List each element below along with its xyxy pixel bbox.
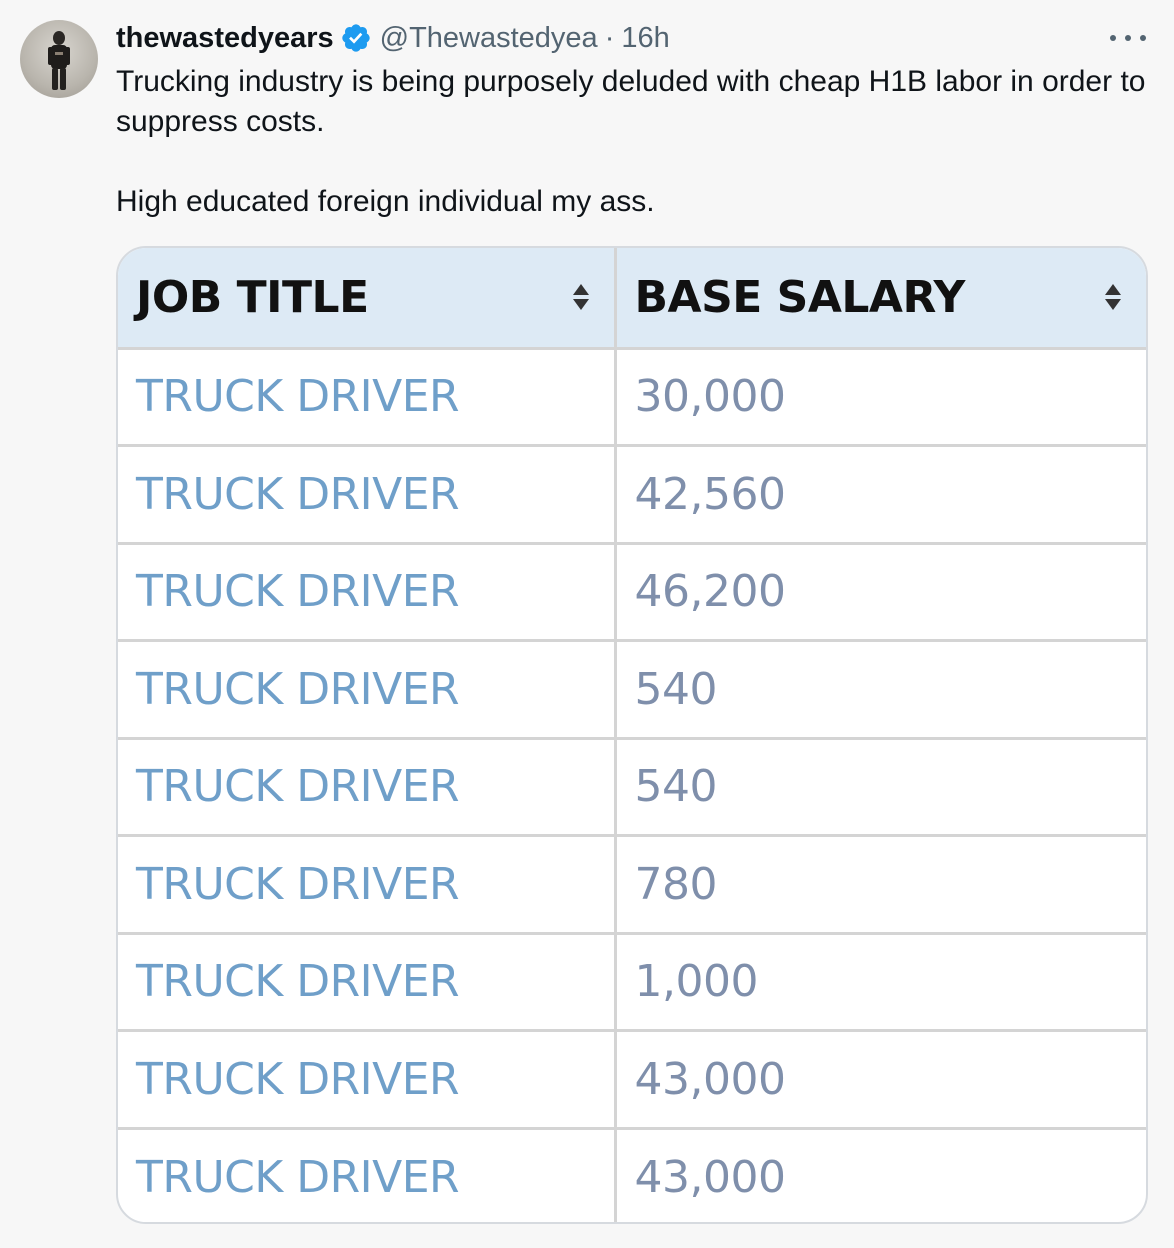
tweet-text [116,62,1156,222]
sort-arrows-icon [1102,281,1124,313]
salary-cell: 540 [615,641,1146,739]
table-row [118,836,1146,934]
job-title-cell: TRUCK DRIVER [118,738,615,836]
sort-arrows-icon [570,281,592,313]
salary-cell: 43,000 [615,1031,1146,1129]
column-header-label: JOB TITLE [136,271,369,323]
job-title-cell: TRUCK DRIVER [118,446,615,544]
table-row [118,738,1146,836]
job-title-cell: TRUCK DRIVER [118,348,615,446]
job-title-cell: TRUCK DRIVER [118,836,615,934]
verified-badge-icon [340,22,372,54]
salary-cell: 780 [615,836,1146,934]
table-row [118,348,1146,446]
table-row [118,543,1146,641]
avatar-person-image [20,20,98,98]
column-header-base-salary [615,248,1146,348]
avatar[interactable] [20,20,98,98]
handle[interactable]: @Thewastedyea [379,21,598,54]
column-header-job-title [118,248,615,348]
tweet-text-line: High educated foreign individual my ass. [116,185,655,218]
salary-cell: 1,000 [615,933,1146,1031]
job-title-cell: TRUCK DRIVER [118,543,615,641]
table-row [118,446,1146,544]
table-row [118,933,1146,1031]
table-row [118,641,1146,739]
salary-cell: 30,000 [615,348,1146,446]
salary-cell: 46,200 [615,543,1146,641]
column-header-label: BASE SALARY [634,271,965,323]
salary-cell: 540 [615,738,1146,836]
timestamp[interactable]: 16h [621,21,670,54]
tweet-header [116,18,670,58]
table-header-row [118,248,1146,348]
display-name[interactable]: thewastedyears [116,21,334,54]
salary-table [118,248,1146,1224]
job-title-cell: TRUCK DRIVER [118,1031,615,1129]
job-title-cell: TRUCK DRIVER [118,1128,615,1224]
table-row [118,1128,1146,1224]
separator-dot: · [604,21,615,54]
table-row [118,1031,1146,1129]
job-title-cell: TRUCK DRIVER [118,641,615,739]
job-title-cell: TRUCK DRIVER [118,933,615,1031]
tweet-text-line: Trucking industry is being purposely deluded with cheap H1B labor in order to suppress costs. [116,65,1146,138]
more-options-icon[interactable] [1110,24,1146,52]
salary-cell: 43,000 [615,1128,1146,1224]
salary-cell: 42,560 [615,446,1146,544]
tweet-media-image[interactable] [116,246,1148,1224]
